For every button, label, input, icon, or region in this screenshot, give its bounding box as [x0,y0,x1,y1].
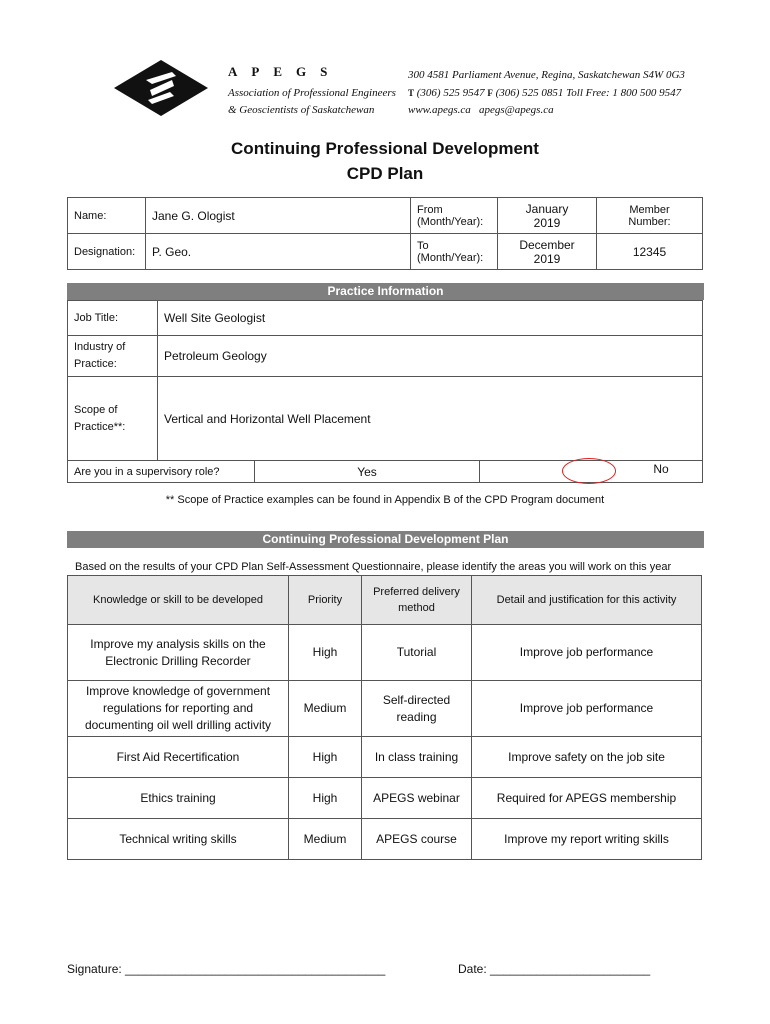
table-row-delivery[interactable]: Tutorial [361,624,472,681]
page-title: Continuing Professional Development [231,139,539,158]
table-row-skill[interactable]: Technical writing skills [67,818,289,860]
table-row-detail[interactable]: Improve my report writing skills [471,818,702,860]
supervisory-label: Are you in a supervisory role? [67,460,255,483]
table-row-priority[interactable]: High [288,777,362,819]
practice-info-header: Practice Information [67,283,704,300]
table-row-priority[interactable]: High [288,624,362,681]
col-priority: Priority [288,575,362,625]
col-delivery: Preferred delivery method [361,575,472,625]
member-number-label: Member Number: [596,197,703,234]
job-title-value[interactable]: Well Site Geologist [157,300,703,336]
supervisory-yes[interactable]: Yes [254,460,480,483]
scope-footnote: ** Scope of Practice examples can be found in Appendix B of the CPD Program document [165,494,605,506]
table-row-detail[interactable]: Improve job performance [471,624,702,681]
name-label: Name: [67,197,146,234]
selected-answer-circle [562,458,616,484]
date-field[interactable]: Date: ________________________ [458,962,651,976]
table-row-delivery[interactable]: Self-directed reading [361,680,472,737]
member-number-value[interactable]: 12345 [596,233,703,270]
website: www.apegs.ca [408,104,471,116]
industry-value[interactable]: Petroleum Geology [157,335,703,377]
table-row-skill[interactable]: Ethics training [67,777,289,819]
from-value[interactable]: January 2019 [497,197,597,234]
table-row-skill[interactable]: Improve my analysis skills on the Electronic Drilling Recorder [67,624,289,681]
col-knowledge: Knowledge or skill to be developed [67,575,289,625]
table-row-skill[interactable]: First Aid Recertification [67,736,289,778]
supervisory-no[interactable]: No [479,460,703,483]
org-line-2: & Geoscientists of Saskatchewan [228,104,375,116]
designation-label: Designation: [67,233,146,270]
name-value[interactable]: Jane G. Ologist [145,197,411,234]
table-row-detail[interactable]: Required for APEGS membership [471,777,702,819]
apegs-logo-icon [112,58,210,118]
signature-field[interactable]: Signature: _______________________________________ [67,962,386,976]
org-name: APEGS [228,64,342,79]
table-row-skill[interactable]: Improve knowledge of government regulations for reporting and documenting oil well drilling activity [67,680,289,737]
job-title-label: Job Title: [67,300,158,336]
industry-label: Industry of Practice: [67,335,158,377]
table-row-delivery[interactable]: APEGS webinar [361,777,472,819]
col-detail: Detail and justification for this activity [471,575,702,625]
table-row-delivery[interactable]: APEGS course [361,818,472,860]
table-row-priority[interactable]: High [288,736,362,778]
table-row-delivery[interactable]: In class training [361,736,472,778]
scope-label: Scope of Practice**: [67,376,158,461]
page-subtitle: CPD Plan [346,164,424,183]
to-label: To (Month/Year): [410,233,498,270]
table-row-detail[interactable]: Improve job performance [471,680,702,737]
plan-intro: Based on the results of your CPD Plan Self-Assessment Questionnaire, please identify the areas you will work on this year [75,561,672,573]
table-row-priority[interactable]: Medium [288,818,362,860]
org-line-1: Association of Professional Engineers [228,87,396,99]
from-label: From (Month/Year): [410,197,498,234]
designation-value[interactable]: P. Geo. [145,233,411,270]
cpd-plan-header: Continuing Professional Development Plan [67,531,704,548]
web-email-line [408,104,554,116]
contact-line: T (306) 525 9547 F (306) 525 0851 Toll Free: 1 800 500 9547 [408,87,682,99]
table-row-detail[interactable]: Improve safety on the job site [471,736,702,778]
address: 300 4581 Parliament Avenue, Regina, Saskatchewan S4W 0G3 [408,69,685,81]
scope-value[interactable]: Vertical and Horizontal Well Placement [157,376,703,461]
to-value[interactable]: December 2019 [497,233,597,270]
email: apegs@apegs.ca [479,104,554,116]
table-row-priority[interactable]: Medium [288,680,362,737]
